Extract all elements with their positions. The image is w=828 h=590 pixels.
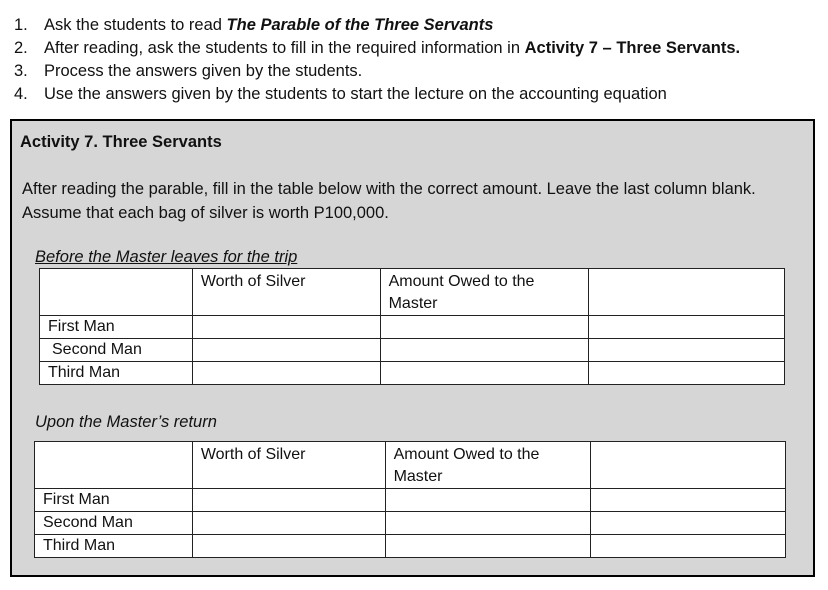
blank-cell[interactable] (192, 535, 385, 558)
blank-cell[interactable] (192, 339, 380, 362)
before-trip-label: Before the Master leaves for the trip (35, 248, 298, 266)
instruction-list (0, 14, 828, 106)
blank-cell (591, 512, 786, 535)
table-row (35, 535, 786, 558)
directions-line: Assume that each bag of silver is worth P100,000. (22, 204, 389, 222)
instruction-item (0, 60, 828, 83)
activity-reference: Activity 7 – Three Servants. (524, 39, 741, 57)
header-cell (35, 442, 193, 489)
blank-cell[interactable] (192, 362, 380, 385)
blank-cell[interactable] (385, 512, 591, 535)
master-return-label: Upon the Master’s return (35, 413, 217, 431)
blank-cell (591, 535, 786, 558)
blank-cell (589, 339, 785, 362)
instruction-number: 3. (14, 62, 28, 80)
instruction-item (0, 37, 828, 60)
table-row (35, 489, 786, 512)
row-label: First Man (40, 316, 193, 339)
blank-cell[interactable] (380, 362, 589, 385)
row-label: First Man (35, 489, 193, 512)
instruction-number: 1. (14, 16, 28, 34)
header-cell: Amount Owed to the Master (380, 269, 589, 316)
table-header-row (35, 442, 786, 489)
table-row (40, 362, 785, 385)
table-row (40, 316, 785, 339)
before-trip-table (39, 268, 785, 385)
activity-title: Activity 7. Three Servants (20, 133, 222, 151)
row-label: Third Man (40, 362, 193, 385)
blank-cell (589, 316, 785, 339)
instruction-item (0, 83, 828, 106)
header-cell: Worth of Silver (192, 442, 385, 489)
instruction-text: Ask the students to read (44, 16, 227, 34)
instruction-number: 2. (14, 39, 28, 57)
header-cell (591, 442, 786, 489)
table-header-row (40, 269, 785, 316)
table-row (35, 512, 786, 535)
blank-cell[interactable] (385, 535, 591, 558)
header-cell (589, 269, 785, 316)
blank-cell[interactable] (380, 339, 589, 362)
activity-directions (22, 177, 756, 225)
row-label: Third Man (35, 535, 193, 558)
instruction-text: Process the answers given by the students. (44, 62, 363, 80)
blank-cell[interactable] (385, 489, 591, 512)
table-row (40, 339, 785, 362)
row-label: Second Man (35, 512, 193, 535)
activity-box (10, 119, 815, 577)
instruction-text: Use the answers given by the students to start the lecture on the accounting equation (44, 85, 667, 103)
instruction-item (0, 14, 828, 37)
header-cell: Worth of Silver (192, 269, 380, 316)
directions-line: After reading the parable, fill in the table below with the correct amount. Leave the last column blank. (22, 180, 756, 198)
master-return-table (34, 441, 786, 558)
blank-cell[interactable] (192, 512, 385, 535)
parable-title: The Parable of the Three Servants (226, 16, 494, 34)
header-cell (40, 269, 193, 316)
header-cell: Amount Owed to the Master (385, 442, 591, 489)
row-label: Second Man (40, 339, 193, 362)
instruction-number: 4. (14, 85, 28, 103)
blank-cell[interactable] (380, 316, 589, 339)
instruction-text: After reading, ask the students to fill in the required information in (44, 39, 525, 57)
blank-cell (591, 489, 786, 512)
blank-cell[interactable] (192, 316, 380, 339)
blank-cell (589, 362, 785, 385)
blank-cell[interactable] (192, 489, 385, 512)
